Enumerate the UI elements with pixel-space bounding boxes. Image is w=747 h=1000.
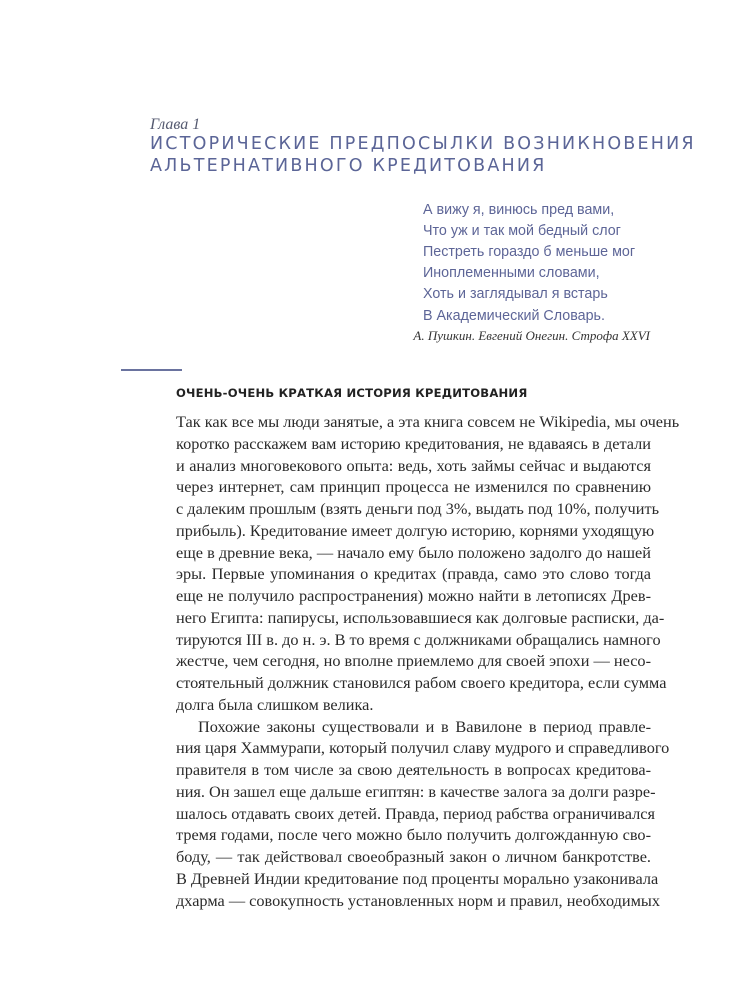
epigraph-line: А вижу я, винюсь пред вами, <box>423 202 615 218</box>
body-line: дхарма — совокупность установленных норм и правил, необходимых <box>176 890 661 910</box>
epigraph-attribution: А. Пушкин. Евгений Онегин. Строфа XXVI <box>413 328 650 343</box>
body-line: стоятельный должник становился рабом своего кредитора, если сумма <box>176 673 667 692</box>
body-line: Похожие законы существовали и в Вавилоне в период правле- <box>198 716 651 736</box>
body-line: ния. Он зашел еще дальше египтян: в качестве залога за долги разре- <box>176 781 656 801</box>
body-line: него Египта: папирусы, использовавшиеся как долговые расписки, да- <box>176 607 665 627</box>
epigraph-line: Пестреть гораздо б меньше мог <box>423 244 636 261</box>
epigraph-line: Что уж и так мой бедный слог <box>423 223 621 240</box>
body-line: ния царя Хаммурапи, который получил славу мудрого и справедливого <box>176 738 670 758</box>
epigraph-line: Хоть и заглядывал я встарь <box>423 286 608 303</box>
body-line: еще не получило распространения) можно найти в летописях Древ- <box>176 586 651 605</box>
body-line: В Древней Индии кредитование под проценты морально узаконивала <box>176 868 659 888</box>
body-line: боду, — так действовал своеобразный закон о личном банкротстве. <box>176 847 651 866</box>
body-line: правителя в том числе за свою деятельность в вопросах кредитова- <box>176 760 651 779</box>
body-line: коротко расскажем вам историю кредитования, не вдаваясь в детали <box>176 433 651 453</box>
body-line: Так как все мы люди занятые, а эта книга совсем не Wikipedia, мы очень <box>176 412 680 431</box>
body-line: и анализ многовекового опыта: ведь, хоть займы сейчас и выдаются <box>176 455 651 475</box>
chapter-title-line: АЛЬТЕРНАТИВНОГО КРЕДИТОВАНИЯ <box>150 156 547 176</box>
body-line: с далеким прошлым (взять деньги под 3%, выдать под 10%, получить <box>176 499 659 518</box>
body-line: жестче, чем сегодня, но вполне приемлемо для своей эпохи — несо- <box>176 651 651 671</box>
body-line: тремя годами, после чего можно было получить долгожданную сво- <box>176 825 651 845</box>
chapter-title-line: ИСТОРИЧЕСКИЕ ПРЕДПОСЫЛКИ ВОЗНИКНОВЕНИЯ <box>150 134 696 154</box>
epigraph-line: В Академический Словарь. <box>423 307 605 324</box>
body-line: тируются III в. до н. э. В то время с должниками обращались намного <box>176 629 661 649</box>
body-line: эры. Первые упоминания о кредитах (правда, само это слово тогда <box>176 564 651 584</box>
chapter-label: Глава 1 <box>150 116 201 133</box>
body-line: еще в древние века, — начало ему было положено задолго до нашей <box>176 542 651 562</box>
epigraph-line: Иноплеменными словами, <box>423 265 600 282</box>
section-heading: ОЧЕНЬ-ОЧЕНЬ КРАТКАЯ ИСТОРИЯ КРЕДИТОВАНИЯ <box>176 386 528 400</box>
body-line: через интернет, сам принцип процесса не изменился по сравнению <box>176 477 651 497</box>
body-line: прибыль). Кредитование имеет долгую историю, корнями уходящую <box>176 520 655 540</box>
body-line: шалось отдавать своих детей. Правда, период рабства ограничивался <box>176 803 655 823</box>
section-divider <box>121 369 182 371</box>
body-line: долга была слишком велика. <box>176 694 374 714</box>
